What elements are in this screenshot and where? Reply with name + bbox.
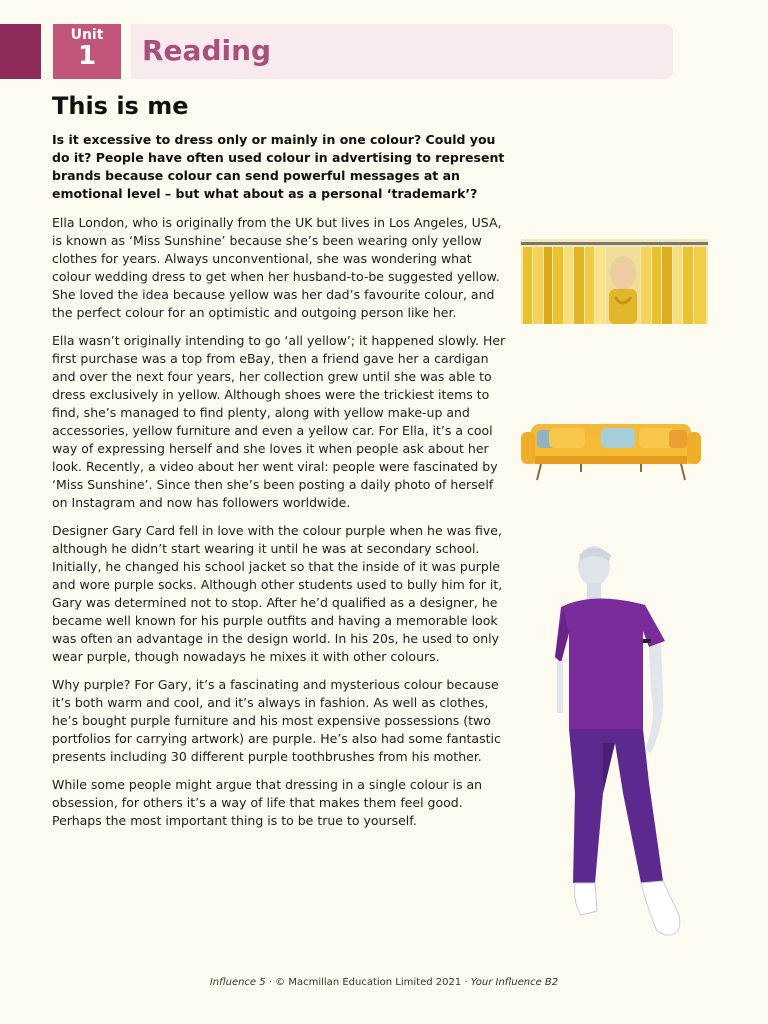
unit-number: 1 — [77, 41, 97, 71]
article-paragraph: Ella wasn’t originally intending to go ‘all yellow’; it happened slowly. Her first purchase was a top from eBay, then a friend gave her a cardigan and over the next four years, her collection grew until she was able to dress exclusively in yellow. Although shoes were the trickiest items to find, she’s managed to find plenty, along with yellow make-up and accessories, yellow furniture and even a yellow car. For Ella, it’s a cool way of expressing herself and she loves it when people ask about her look. Recently, a video about her went viral: people were fascinated by ‘Miss Sunshine’. Since then she’s been posting a daily photo of herself on Instagram and now has followers worldwide. — [52, 333, 506, 510]
yellow-sofa-photo — [521, 416, 701, 482]
side-tab — [0, 24, 41, 79]
footer-series: Your Influence B2 — [470, 977, 559, 988]
article-title: This is me — [52, 92, 189, 120]
article-body — [52, 131, 506, 840]
article-paragraph: While some people might argue that dressing in a single colour is an obsession, for others it’s a way of life that makes them feel good. Perhaps the most important thing is to be true to yourself. — [52, 777, 483, 828]
section-header — [131, 24, 673, 79]
article-paragraph: Ella London, who is originally from the UK but lives in Los Angeles, USA, is known as ‘Miss Sunshine’ because she’s been wearing only yellow clothes for years. Always unconventional, she was wondering what colour wedding dress to get when her husband-to-be suggested yellow. She loved the idea because yellow was her dad’s favourite colour, and the perfect colour for an optimistic and outgoing person like her. — [52, 215, 502, 320]
unit-badge — [53, 24, 121, 79]
footer-copyright: · © Macmillan Education Limited 2021 · — [265, 977, 471, 988]
article-paragraph: Designer Gary Card fell in love with the colour purple when he was five, although he didn’t start wearing it until he was at secondary school. Initially, he changed his school jacket so that the inside of it was purple and wore purple socks. Although other students used to bully him for it, Gary was determined not to stop. After he’d qualified as a designer, he became well known for his purple outfits and having a memorable look was often an advantage in the design world. In his 20s, he used to only wear purple, though nowadays he mixes it with other colours. — [52, 523, 503, 664]
yellow-wardrobe-photo — [521, 239, 708, 324]
footer — [0, 977, 768, 988]
article-intro: Is it excessive to dress only or mainly in one colour? Could you do it? People have often used colour in advertising to represent brands because colour can send powerful messages at an emotional level – but what about as a personal ‘trademark’? — [52, 132, 505, 201]
article-paragraph: Why purple? For Gary, it’s a fascinating and mysterious colour because it’s both warm and cool, and it’s always in fashion. As well as clothes, he’s bought purple furniture and his most expensive possessions (two portfolios for carrying artwork) are purple. He’s also had some fantastic presents including 30 different purple toothbrushes from his mother. — [52, 677, 501, 764]
section-title: Reading — [142, 34, 272, 67]
purple-mannequin-photo — [553, 543, 699, 940]
footer-book: Influence 5 — [209, 977, 266, 988]
unit-label: Unit — [70, 27, 104, 43]
